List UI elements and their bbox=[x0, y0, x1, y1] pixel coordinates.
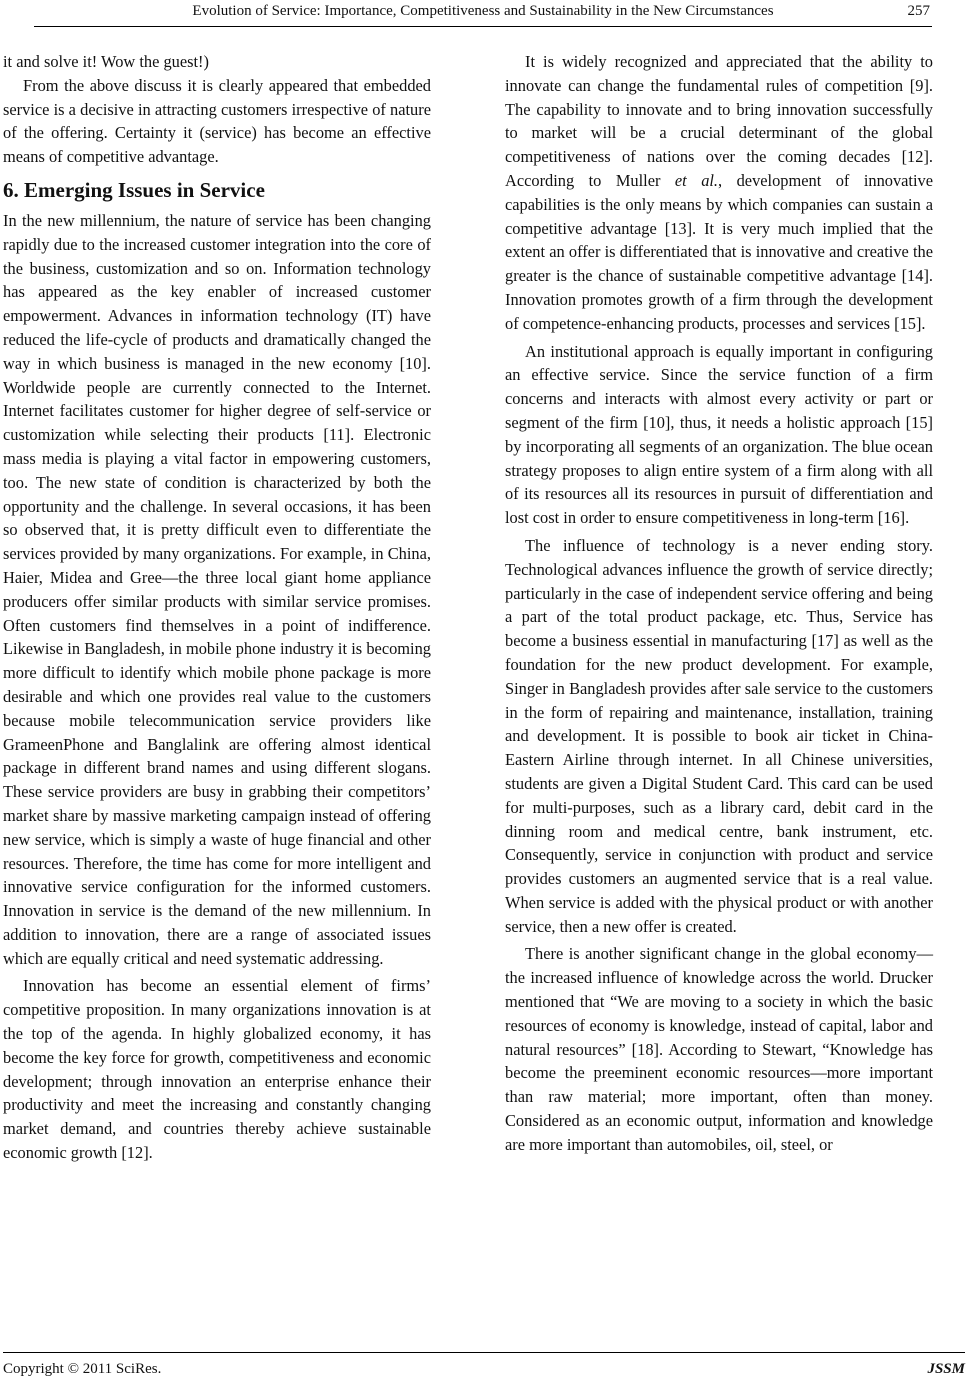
section-heading: 6. Emerging Issues in Service bbox=[3, 177, 265, 202]
right-column bbox=[505, 50, 933, 1157]
left-column bbox=[3, 50, 431, 1165]
paragraph: There is another significant change in the global economy—the increased influence of knowledge across the world. Drucker mentioned that “We are moving to a society in which the basic resources of economy is knowledge, instead of capital, labor and natural resources” [18]. According to Stewart, “Knowledge has become the preeminent economic resources—more important than raw material; more important, often than money. Considered as an economic output, information and knowledge are more important than automobiles, oil, steel, or bbox=[505, 944, 933, 1154]
page-footer bbox=[3, 1352, 965, 1377]
text-run: It is widely recognized and appreciated that the ability to innovate can change the fundamental rules of competition [9]. The capability to innovate and to bring innovation successfully to market will be a crucial determinant of the global competitiveness of nations over the coming decades [12]. According to Muller bbox=[505, 52, 933, 190]
running-title: Evolution of Service: Importance, Competitiveness and Sustainability in the New Circumstances bbox=[192, 3, 774, 19]
paragraph: An institutional approach is equally important in configuring an effective service. Since the service function of a firm concerns and interacts with almost every activity or part or segment of the firm [10], thus, it needs a holistic approach [15] by incorporating all segments of an organization. The blue ocean strategy proposes to align entire system of a firm along with all of its resources all its resources in pursuit of differentiation and lost cost in order to ensure competitiveness in long-term [16]. bbox=[505, 341, 933, 528]
paragraph: From the above discuss it is clearly appeared that embedded service is a decisive in attracting customers irrespective of nature of the offering. Certainty it (service) has become an effective means of competitive advantage. bbox=[3, 75, 431, 167]
copyright-text: Copyright © 2011 SciRes. bbox=[3, 1361, 162, 1377]
running-header bbox=[34, 0, 932, 27]
paragraph: In the new millennium, the nature of service has been changing rapidly due to the increased customer integration into the core of the business, customization and so on. Information technology has appeared as the key enabler of increased customer empowerment. Advances in information technology (IT) have reduced the life-cycle of products and dramatically changed the way in which business is managed in the new economy [10]. Worldwide people are currently connected to the Internet. Internet facilitates customer for higher degree of self-service or customization while selecting their products [11]. Electronic mass media is playing a vital factor in empowering customers, too. The new state of condition is characterized by both the opportunity and the challenge. In several occasions, it has been so observed that, it is pretty difficult even to differentiate the services provided by many organizations. For example, in China, Haier, Midea and Gree—the three local giant home appliance producers offer similar products with similar service promises. Often customers find themselves in a point of indifference. Likewise in Bangladesh, in mobile phone industry it is becoming more difficult to identify which mobile phone package is more desirable and which one provides real value to the customers because mobile telecommunication service providers like GrameenPhone and Banglalink are offering almost identical package in different brand names and using different slogans. These service providers are busy in grabbing their competitors’ market share by massive marketing campaign instead of offering new service, which is simply a waste of huge financial and other resources. Therefore, the time has come for more intelligent and innovative service configuration for the informed customers. Innovation in service is the demand of the new millennium. In addition to innovation, there are a range of associated issues which are equally critical and need systematic addressing. bbox=[3, 210, 431, 968]
text-run: , development of innovative capabilities is the only means by which companies can sustain a competitive advantage [13]. It is very much implied that the extent an offer is differentiated that is innovative and creative the greater is the chance of sustainable competitive advantage [14]. Innovation promotes growth of a firm through the development of competence-enhancing products, processes and services [15]. bbox=[505, 170, 934, 333]
italic-text: et al. bbox=[674, 170, 719, 190]
paragraph: it and solve it! Wow the guest!) bbox=[3, 52, 209, 71]
paragraph bbox=[505, 50, 933, 336]
paragraph: The influence of technology is a never ending story. Technological advances influence the growth of service directly; particularly in the case of independent service offering and being a part of the total product package, etc. Thus, Service has become a business essential in manufacturing [17] as well as the foundation for the new product development. For example, Singer in Bangladesh provides after sale service to the customers in the form of repairing and maintenance, installation, training and development. It is possible to book air ticket in China-Eastern Airline through internet. In all Chinese universities, students are given a Digital Student Card. This card can be used for multi-purposes, such as a library card, debit card in the dinning room and medical centre, bank instrument, etc. Consequently, service in conjunction with product and service provides customers an augmented service that is a real value. When service is added with the physical product or with another service, then a new offer is created. bbox=[505, 535, 933, 936]
page-number: 257 bbox=[907, 3, 930, 19]
paragraph: Innovation has become an essential element of firms’ competitive proposition. In many organizations innovation is at the top of the agenda. In highly globalized economy, it has become the key force for growth, competitiveness and economic development; through innovation an enterprise enhance their productivity and meet the increasing and constantly changing market demand, and countries thereby achieve sustainable economic growth [12]. bbox=[3, 976, 431, 1163]
journal-abbrev: JSSM bbox=[927, 1361, 965, 1377]
